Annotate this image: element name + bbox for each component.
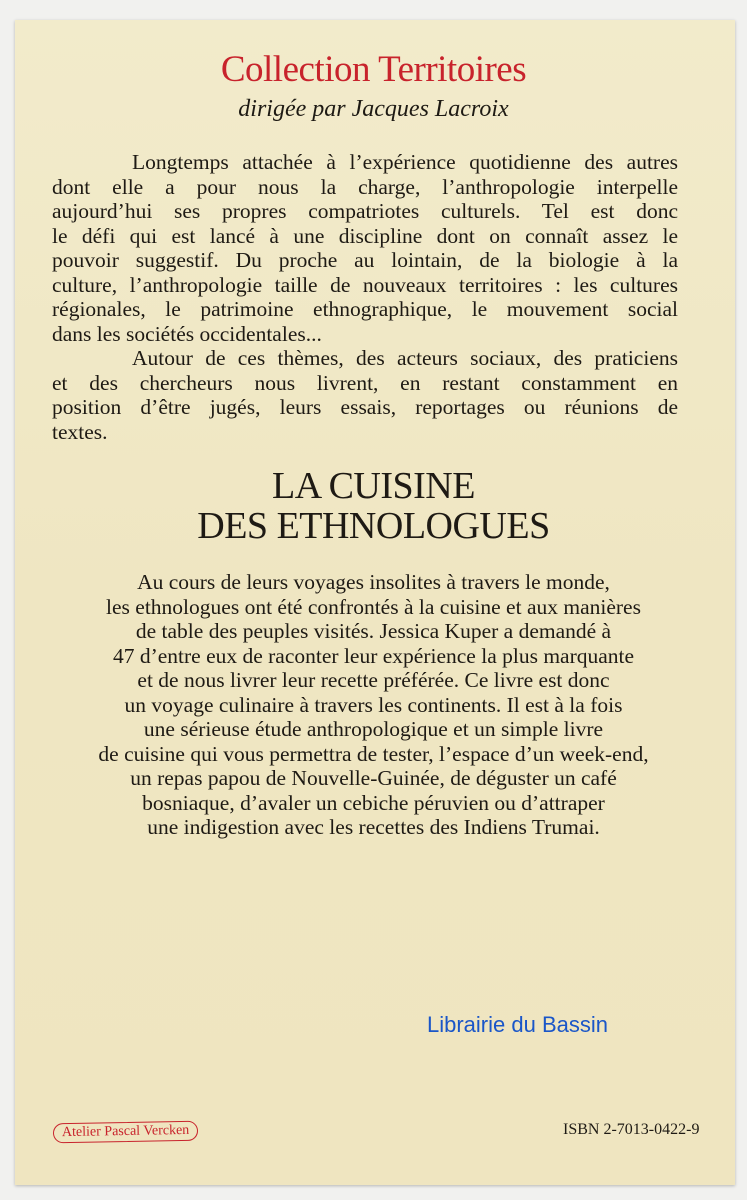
text-line: et des chercheurs nous livrent, en restant constamment en	[52, 370, 678, 395]
text-line: dont elle a pour nous la charge, l’anthropologie interpelle	[52, 174, 678, 199]
text-line: dans les sociétés occidentales...	[52, 321, 322, 346]
text-line: Autour de ces thèmes, des acteurs sociaux, des praticiens	[132, 346, 678, 370]
text-line: un repas papou de Nouvelle-Guinée, de déguster un café	[130, 766, 617, 790]
text-line: une sérieuse étude anthropologique et un simple livre	[143, 717, 604, 741]
text-line: une indigestion avec les recettes des Indiens Trumai.	[147, 815, 600, 839]
text-line: culture, l’anthropologie taille de nouveaux territoires : les cultures	[52, 272, 678, 297]
book-title-line: LA CUISINE	[272, 465, 475, 507]
text-line: Au cours de leurs voyages insolites à travers le monde,	[137, 570, 610, 594]
intro-paragraph-2	[52, 346, 678, 444]
book-title	[0, 466, 747, 546]
text-line: régionales, le patrimoine ethnographique, le mouvement social	[52, 297, 678, 321]
text-line: textes.	[52, 419, 108, 444]
text-line: position d’être jugés, leurs essais, reportages ou réunions de	[52, 395, 678, 419]
text-line: 47 d’entre eux de raconter leur expérience la plus marquante	[112, 643, 635, 668]
collection-director: dirigée par Jacques Lacroix	[238, 96, 509, 122]
text-line: aujourd’hui ses propres compatriotes culturels. Tel est donc	[52, 199, 678, 223]
text-line: Longtemps attachée à l’expérience quotidienne des autres	[132, 150, 678, 174]
text-line: bosniaque, d’avaler un cebiche péruvien ou d’attraper	[142, 790, 605, 815]
text-line: de cuisine qui vous permettra de tester, l’espace d’un week-end,	[98, 741, 649, 766]
isbn: ISBN 2-7013-0422-9	[563, 1121, 700, 1138]
book-title-line: DES ETHNOLOGUES	[197, 505, 550, 547]
text-line: le défi qui est lancé à une discipline dont on connaît assez le	[52, 223, 678, 248]
book-description	[0, 570, 747, 840]
text-line: pouvoir suggestif. Du proche au lointain, de la biologie à la	[52, 248, 678, 272]
text-line: et de nous livrer leur recette préférée. Ce livre est donc	[137, 668, 610, 692]
publisher-logo: Atelier Pascal Vercken	[53, 1121, 199, 1144]
text-line: de table des peuples visités. Jessica Kuper a demandé à	[135, 619, 612, 643]
text-line: les ethnologues ont été confrontés à la cuisine et aux manières	[106, 594, 641, 619]
seller-watermark: Librairie du Bassin	[427, 1012, 608, 1037]
collection-title: Collection Territoires	[220, 49, 527, 90]
text-line: un voyage culinaire à travers les continents. Il est à la fois	[124, 692, 623, 717]
intro-paragraph-1	[52, 150, 678, 346]
